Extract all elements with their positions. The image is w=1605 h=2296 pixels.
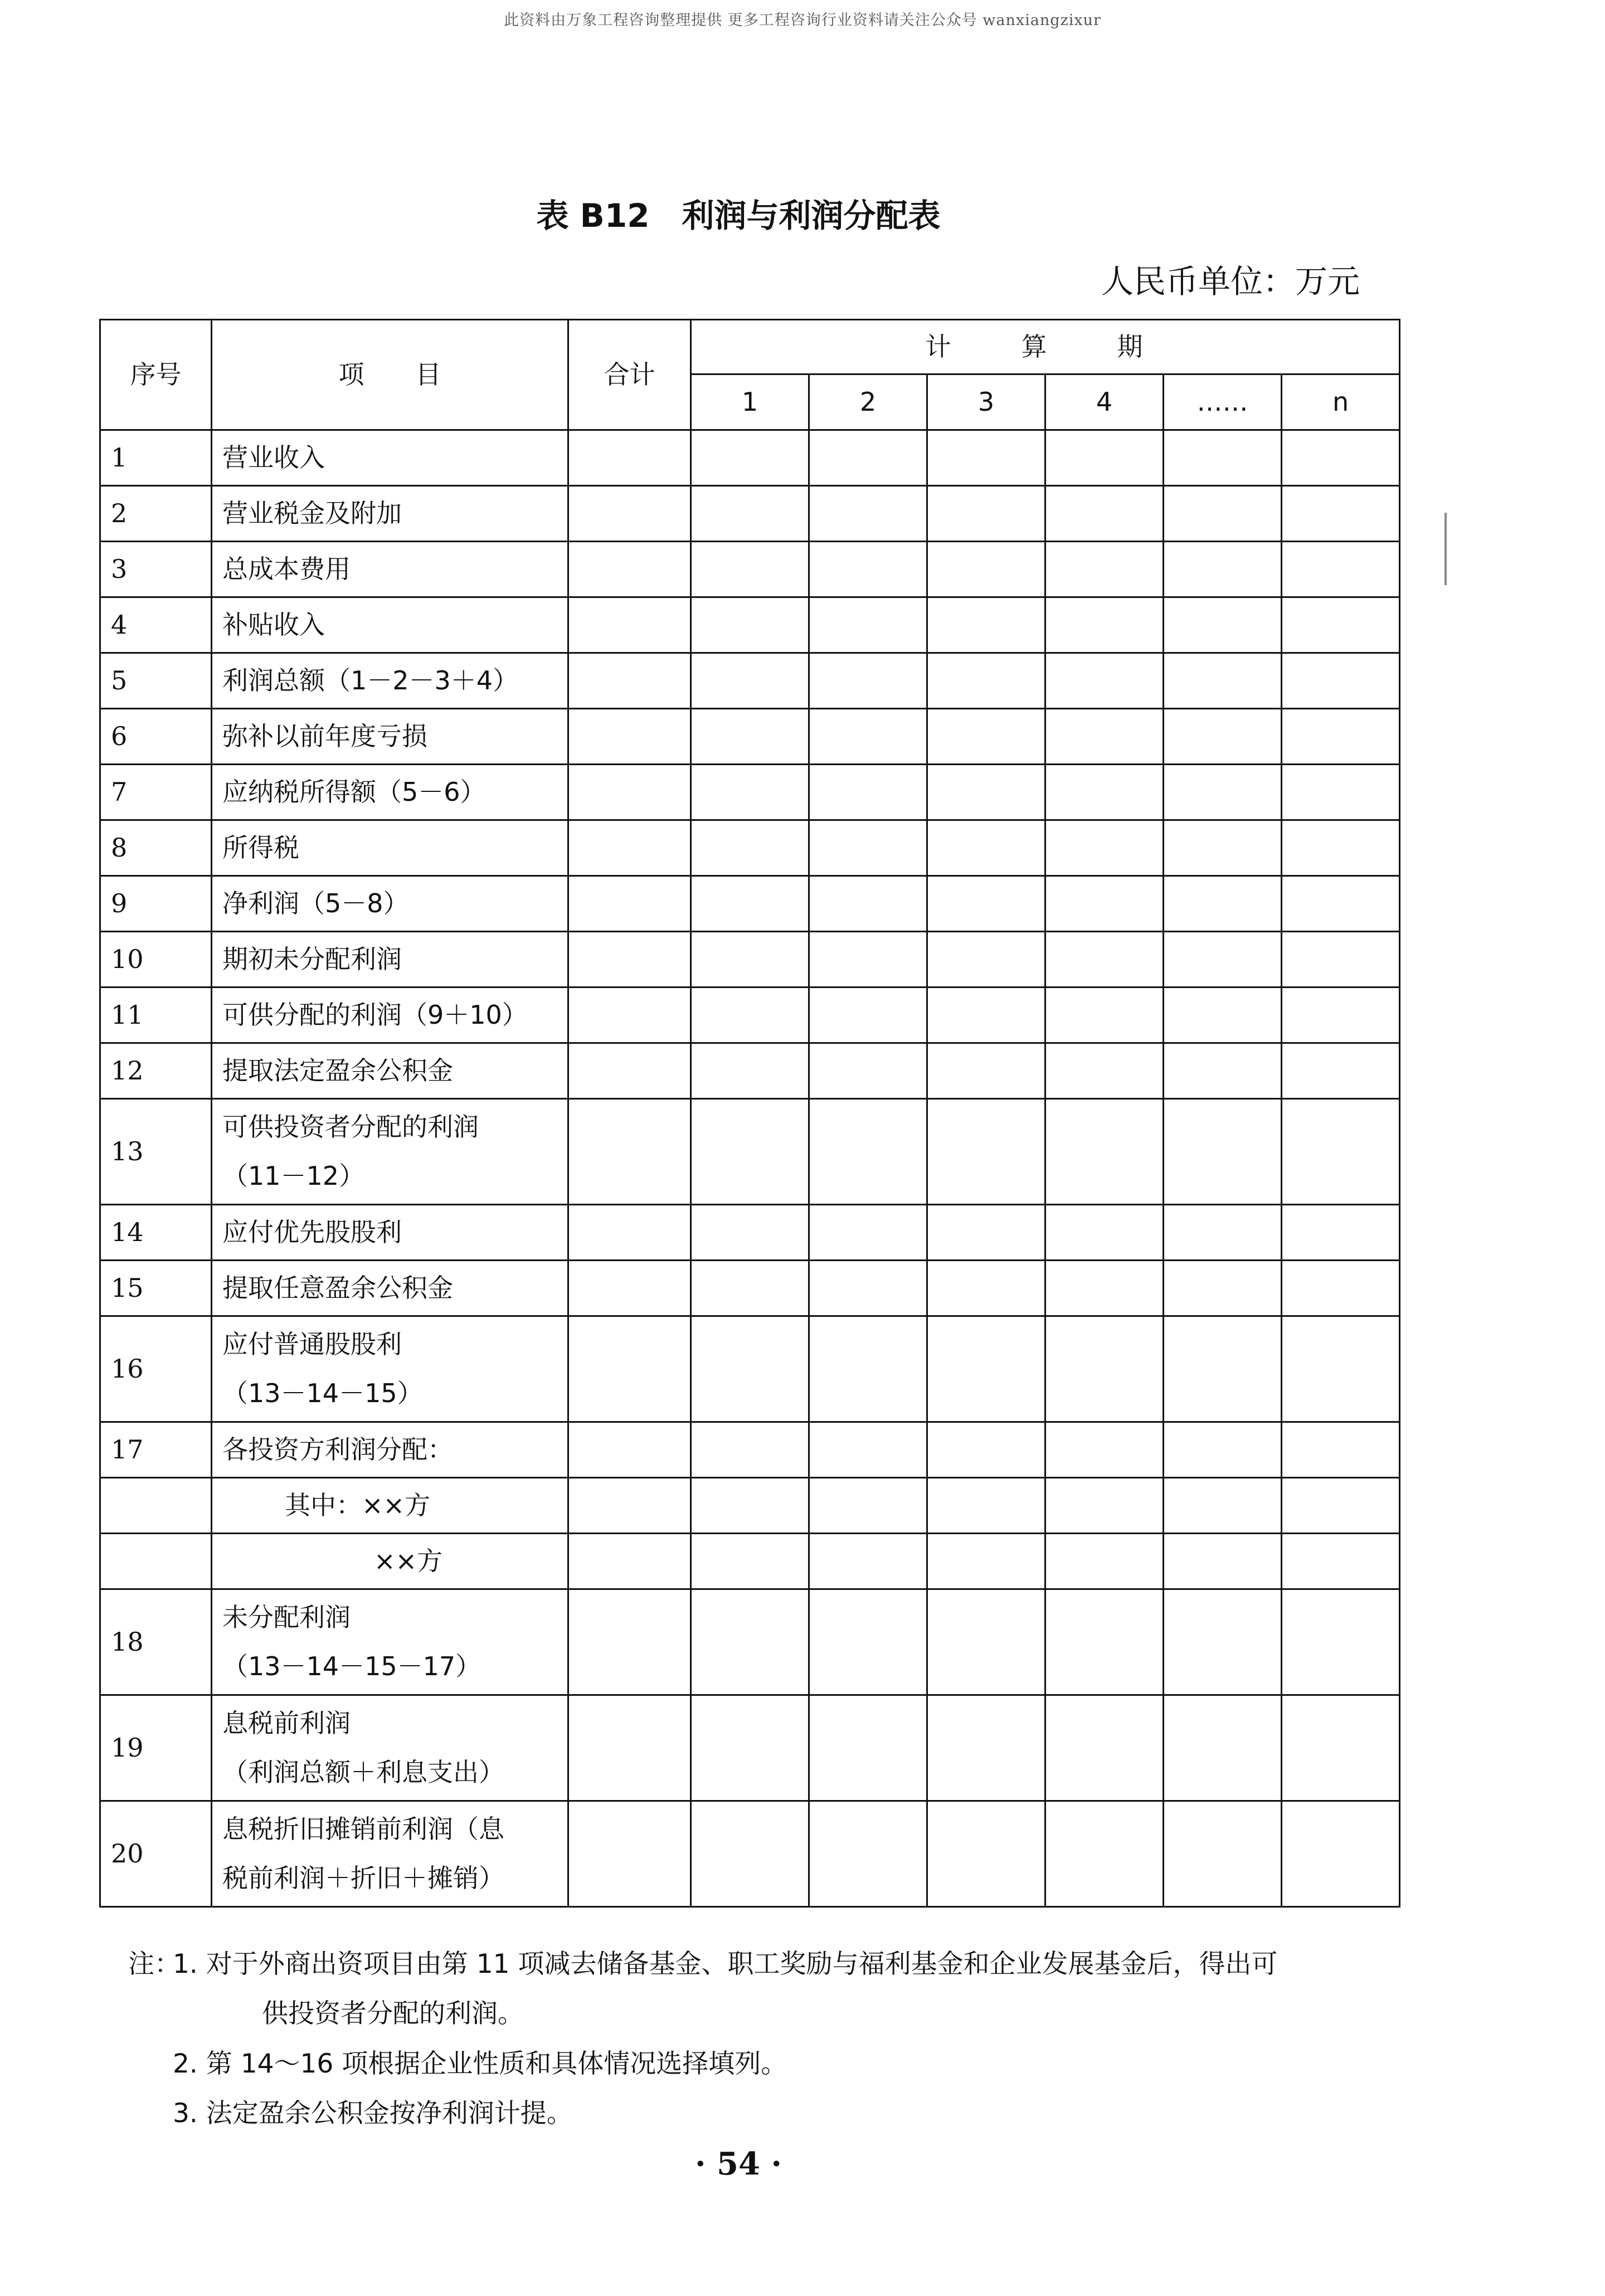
total-cell (568, 1589, 691, 1695)
row-item (212, 1205, 568, 1261)
period-cell (1045, 542, 1164, 597)
row-item (212, 1801, 568, 1907)
period-cell (1164, 1801, 1282, 1907)
total-cell (568, 1422, 691, 1478)
period-cell (1045, 709, 1164, 765)
period-cell (1164, 1099, 1282, 1205)
row-item-line: 总成本费用 (222, 553, 351, 584)
period-cell (691, 1801, 809, 1907)
total-cell (568, 765, 691, 820)
total-cell (568, 988, 691, 1043)
row-item-line-2: （13－14－15） (222, 1378, 423, 1408)
row-item-line: 补贴收入 (222, 609, 325, 640)
total-cell (568, 820, 691, 876)
row-item-line: 利润总额（1－2－3＋4） (222, 665, 519, 695)
row-item-line-2: 税前利润＋折旧＋摊销） (222, 1862, 504, 1893)
period-cell (691, 876, 809, 932)
table-row (100, 876, 1400, 932)
period-cell (809, 1205, 927, 1261)
note-2: 2. 第 14～16 项根据企业性质和具体情况选择填列。 (173, 2048, 787, 2079)
row-item (212, 1261, 568, 1316)
period-cell (1282, 653, 1400, 709)
row-item-line: 弥补以前年度亏损 (222, 721, 427, 751)
period-cell (1164, 1205, 1282, 1261)
period-cell (809, 932, 927, 988)
row-number: 10 (100, 932, 212, 988)
row-item-line: 息税前利润 (222, 1708, 351, 1739)
period-cell (927, 653, 1045, 709)
period-cell (927, 486, 1045, 542)
row-number: 14 (100, 1205, 212, 1261)
currency-unit: 人民币单位：万元 (1101, 262, 1360, 300)
row-number: 7 (100, 765, 212, 820)
row-item-line: 可供分配的利润（9＋10） (222, 999, 528, 1030)
period-cell (809, 1422, 927, 1478)
total-cell (568, 1478, 691, 1534)
row-item-line: 其中：××方 (285, 1490, 431, 1520)
period-cell (1164, 820, 1282, 876)
period-cell (927, 1043, 1045, 1099)
period-cell (927, 1695, 1045, 1801)
total-cell (568, 1316, 691, 1422)
period-cell (691, 486, 809, 542)
period-cell (927, 597, 1045, 653)
period-cell (1164, 597, 1282, 653)
page-number: · 54 · (695, 2146, 782, 2182)
row-number: 17 (100, 1422, 212, 1478)
period-cell (691, 1316, 809, 1422)
total-cell (568, 653, 691, 709)
period-cell (809, 597, 927, 653)
period-cell (1282, 820, 1400, 876)
header-item: 项 目 (212, 320, 568, 430)
period-cell (1045, 932, 1164, 988)
period-cell (809, 486, 927, 542)
table-row (100, 597, 1400, 653)
row-number: 18 (100, 1589, 212, 1695)
table-row (100, 1695, 1400, 1801)
total-cell (568, 876, 691, 932)
period-cell (1282, 597, 1400, 653)
period-cell (691, 765, 809, 820)
notes (128, 1939, 1427, 2138)
row-item-line: 净利润（5－8） (222, 888, 409, 918)
period-cell (691, 988, 809, 1043)
period-cell (1045, 1534, 1164, 1589)
period-cell (1164, 932, 1282, 988)
period-cell (927, 1589, 1045, 1695)
total-cell (568, 1099, 691, 1205)
table-row (100, 820, 1400, 876)
period-cell (809, 1099, 927, 1205)
row-item-line: 所得税 (222, 832, 299, 863)
period-cell (1164, 1422, 1282, 1478)
total-cell (568, 932, 691, 988)
header-period-2: 2 (809, 374, 927, 430)
row-number: 9 (100, 876, 212, 932)
row-item (212, 486, 568, 542)
table-row (100, 1261, 1400, 1316)
period-cell (1282, 1478, 1400, 1534)
period-cell (1045, 1478, 1164, 1534)
note-3: 3. 法定盈余公积金按净利润计提。 (173, 2098, 573, 2129)
period-cell (927, 932, 1045, 988)
period-cell (1164, 988, 1282, 1043)
row-item-line: 营业收入 (222, 442, 325, 473)
row-item-line: 应付优先股股利 (222, 1217, 402, 1247)
period-cell (1164, 1695, 1282, 1801)
profit-distribution-table (99, 319, 1400, 1908)
table-row (100, 932, 1400, 988)
period-cell (1045, 1205, 1164, 1261)
total-cell (568, 1534, 691, 1589)
table-row (100, 1316, 1400, 1422)
period-cell (1045, 1316, 1164, 1422)
note-label: 注： (128, 1949, 181, 1979)
period-cell (1164, 542, 1282, 597)
row-number: 1 (100, 430, 212, 486)
header-period: 计 算 期 (691, 320, 1400, 374)
row-item (212, 542, 568, 597)
row-number: 4 (100, 597, 212, 653)
period-cell (1282, 486, 1400, 542)
row-item (212, 876, 568, 932)
period-cell (927, 1316, 1045, 1422)
period-cell (1282, 1695, 1400, 1801)
period-cell (1282, 876, 1400, 932)
period-cell (809, 1261, 927, 1316)
period-cell (1045, 876, 1164, 932)
row-number: 3 (100, 542, 212, 597)
period-cell (691, 1261, 809, 1316)
period-cell (809, 653, 927, 709)
row-item-line: 提取任意盈余公积金 (222, 1272, 453, 1303)
period-cell (691, 1534, 809, 1589)
row-item (212, 932, 568, 988)
period-cell (809, 430, 927, 486)
period-cell (927, 1422, 1045, 1478)
period-cell (809, 1534, 927, 1589)
header-period-3: 3 (927, 374, 1045, 430)
row-item-line: ××方 (374, 1545, 443, 1576)
period-cell (1045, 486, 1164, 542)
period-cell (927, 988, 1045, 1043)
header-period-4: 4 (1045, 374, 1164, 430)
period-cell (927, 1478, 1045, 1534)
table-row (100, 1534, 1400, 1589)
period-cell (927, 709, 1045, 765)
period-cell (927, 1099, 1045, 1205)
table-row (100, 1589, 1400, 1695)
row-item-line: 应付普通股股利 (222, 1329, 402, 1360)
table-row (100, 430, 1400, 486)
note-1 (128, 1939, 1427, 1989)
period-cell (927, 1261, 1045, 1316)
period-cell (809, 1801, 927, 1907)
period-cell (1282, 1043, 1400, 1099)
table-row (100, 1422, 1400, 1478)
period-cell (1282, 765, 1400, 820)
period-cell (1282, 1205, 1400, 1261)
period-cell (1282, 709, 1400, 765)
total-cell (568, 486, 691, 542)
period-cell (1045, 1422, 1164, 1478)
period-cell (1164, 1316, 1282, 1422)
row-item-line: 提取法定盈余公积金 (222, 1055, 453, 1086)
row-number: 6 (100, 709, 212, 765)
period-cell (1282, 1422, 1400, 1478)
row-item (212, 709, 568, 765)
note-1-continued: 供投资者分配的利润。 (262, 1998, 524, 2030)
header-period-1: 1 (691, 374, 809, 430)
row-item-line: 可供投资者分配的利润 (222, 1112, 479, 1142)
row-item (212, 1589, 568, 1695)
row-item (212, 430, 568, 486)
row-item (212, 820, 568, 876)
row-number: 15 (100, 1261, 212, 1316)
table-row (100, 486, 1400, 542)
period-cell (927, 765, 1045, 820)
period-cell (1282, 1316, 1400, 1422)
period-cell (1045, 988, 1164, 1043)
period-cell (927, 542, 1045, 597)
period-cell (809, 1043, 927, 1099)
header-period-ellipsis: …… (1164, 374, 1282, 430)
row-item-line-2: （11－12） (222, 1160, 365, 1191)
period-cell (1164, 486, 1282, 542)
period-cell (691, 1589, 809, 1695)
row-item (212, 597, 568, 653)
period-cell (1164, 876, 1282, 932)
header-total: 合计 (568, 320, 691, 430)
period-cell (1282, 542, 1400, 597)
period-cell (1045, 653, 1164, 709)
total-cell (568, 1205, 691, 1261)
period-cell (1045, 1695, 1164, 1801)
header-period-n: n (1282, 374, 1400, 430)
row-number (100, 1478, 212, 1534)
table-row (100, 542, 1400, 597)
period-cell (809, 876, 927, 932)
period-cell (691, 1205, 809, 1261)
row-item-line: 营业税金及附加 (222, 498, 402, 528)
period-cell (1164, 1043, 1282, 1099)
period-cell (927, 430, 1045, 486)
table-row (100, 1478, 1400, 1534)
period-cell (927, 1205, 1045, 1261)
period-cell (1045, 1261, 1164, 1316)
row-item (212, 1478, 568, 1534)
period-cell (1282, 1801, 1400, 1907)
period-cell (1045, 1589, 1164, 1695)
row-item (212, 1534, 568, 1589)
period-cell (809, 820, 927, 876)
period-cell (1045, 765, 1164, 820)
total-cell (568, 1801, 691, 1907)
table-row (100, 1043, 1400, 1099)
row-item (212, 1422, 568, 1478)
total-cell (568, 1261, 691, 1316)
row-number: 19 (100, 1695, 212, 1801)
period-cell (691, 430, 809, 486)
row-number: 13 (100, 1099, 212, 1205)
row-number: 2 (100, 486, 212, 542)
total-cell (568, 709, 691, 765)
period-cell (1164, 765, 1282, 820)
period-cell (809, 988, 927, 1043)
row-number: 5 (100, 653, 212, 709)
period-cell (1282, 932, 1400, 988)
period-cell (1164, 709, 1282, 765)
period-cell (691, 653, 809, 709)
row-number: 11 (100, 988, 212, 1043)
period-cell (927, 820, 1045, 876)
period-cell (691, 1478, 809, 1534)
row-item-line: 未分配利润 (222, 1602, 351, 1633)
period-cell (1282, 1589, 1400, 1695)
period-cell (1045, 1801, 1164, 1907)
period-cell (691, 932, 809, 988)
row-item (212, 1316, 568, 1422)
period-cell (809, 1316, 927, 1422)
period-cell (691, 820, 809, 876)
table-body (100, 430, 1400, 1907)
header-seq: 序号 (100, 320, 212, 430)
period-cell (809, 765, 927, 820)
scan-artifact (1444, 513, 1447, 585)
period-cell (1045, 820, 1164, 876)
period-cell (1045, 597, 1164, 653)
period-cell (1282, 1261, 1400, 1316)
row-item-line-2: （13－14－15－17） (222, 1651, 481, 1681)
note-text: 1. 对于外商出资项目由第 11 项减去储备基金、职工奖励与福利基金和企业发展基金后，得出可 (173, 1949, 1278, 1979)
row-item (212, 1695, 568, 1801)
period-cell (691, 709, 809, 765)
period-cell (1164, 1478, 1282, 1534)
period-cell (1045, 1099, 1164, 1205)
table-row (100, 709, 1400, 765)
period-cell (809, 1478, 927, 1534)
row-item-line-2: （利润总额＋利息支出） (222, 1757, 504, 1787)
period-cell (691, 542, 809, 597)
row-item-line: 息税折旧摊销前利润（息 (222, 1814, 504, 1845)
period-cell (809, 709, 927, 765)
period-cell (1282, 430, 1400, 486)
row-item-line: 应纳税所得额（5－6） (222, 776, 486, 807)
table-row (100, 1205, 1400, 1261)
total-cell (568, 597, 691, 653)
period-cell (1164, 430, 1282, 486)
row-item (212, 1043, 568, 1099)
total-cell (568, 1695, 691, 1801)
row-item (212, 653, 568, 709)
row-item (212, 1099, 568, 1205)
row-item (212, 765, 568, 820)
period-cell (1164, 1261, 1282, 1316)
period-cell (1045, 1043, 1164, 1099)
row-number: 12 (100, 1043, 212, 1099)
row-number: 20 (100, 1801, 212, 1907)
period-cell (691, 1695, 809, 1801)
row-number: 8 (100, 820, 212, 876)
period-cell (1282, 1099, 1400, 1205)
row-number (100, 1534, 212, 1589)
period-cell (691, 597, 809, 653)
total-cell (568, 542, 691, 597)
header-note: 此资料由万象工程咨询整理提供 更多工程咨询行业资料请关注公众号 wanxiangzixur (504, 12, 1101, 29)
period-cell (1164, 1589, 1282, 1695)
period-cell (1164, 1534, 1282, 1589)
row-number: 16 (100, 1316, 212, 1422)
table-row (100, 765, 1400, 820)
period-cell (691, 1422, 809, 1478)
period-cell (809, 1695, 927, 1801)
row-item-line: 各投资方利润分配： (222, 1434, 453, 1465)
period-cell (809, 542, 927, 597)
period-cell (809, 1589, 927, 1695)
period-cell (1282, 988, 1400, 1043)
period-cell (927, 876, 1045, 932)
period-cell (1282, 1534, 1400, 1589)
table-row (100, 1801, 1400, 1907)
period-cell (927, 1801, 1045, 1907)
table-row (100, 1099, 1400, 1205)
row-item-line: 期初未分配利润 (222, 943, 402, 974)
period-cell (691, 1099, 809, 1205)
table-title: 表 B12 利润与利润分配表 (536, 197, 941, 235)
period-cell (691, 1043, 809, 1099)
total-cell (568, 430, 691, 486)
table-row (100, 988, 1400, 1043)
period-cell (1045, 430, 1164, 486)
table-row (100, 653, 1400, 709)
period-cell (927, 1534, 1045, 1589)
total-cell (568, 1043, 691, 1099)
period-cell (1164, 653, 1282, 709)
row-item (212, 988, 568, 1043)
